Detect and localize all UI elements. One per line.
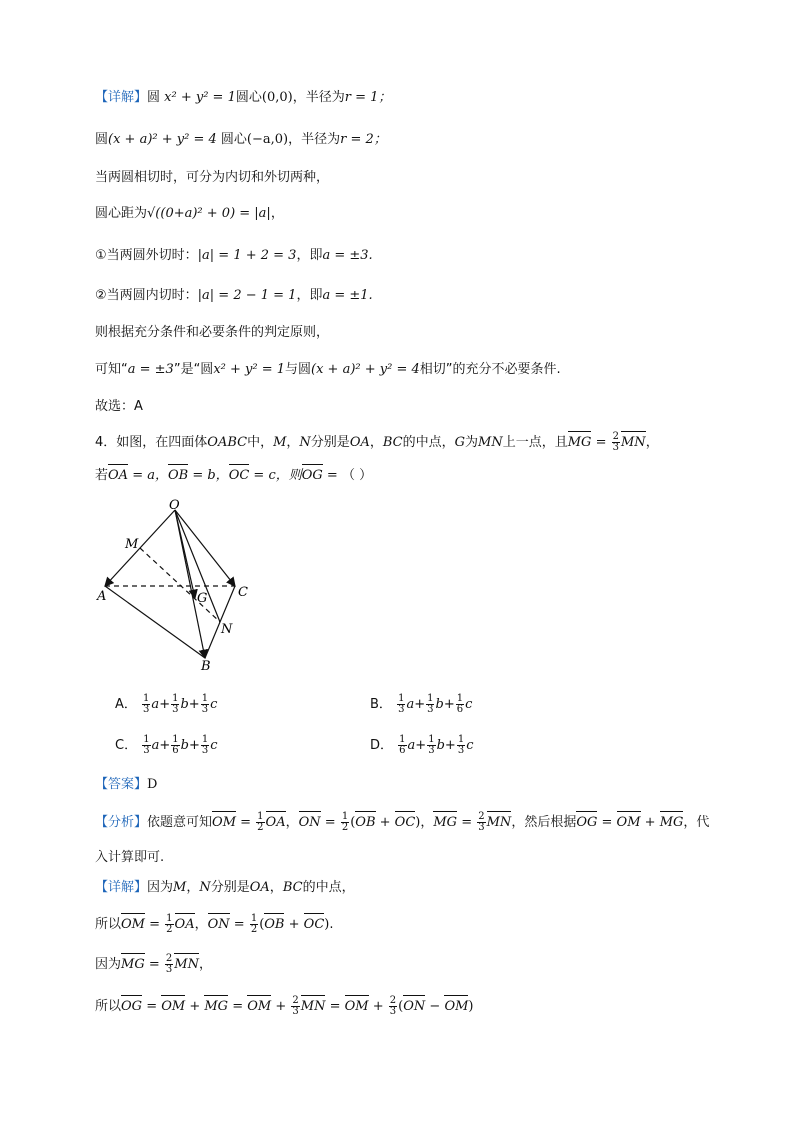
text: 分别是	[310, 435, 350, 450]
math: +	[640, 815, 660, 830]
math: +	[368, 999, 388, 1014]
vector: OM	[247, 997, 271, 1017]
denominator: 3	[143, 745, 150, 756]
text: 圆	[95, 132, 109, 147]
vector: OG	[576, 813, 597, 833]
text: 与圆	[285, 362, 312, 377]
option-c[interactable]	[115, 735, 218, 756]
edge-AB	[105, 586, 208, 658]
text: 的中点，	[302, 880, 355, 895]
plus: +	[159, 738, 171, 753]
numerator: 2	[389, 995, 397, 1006]
plus: +	[159, 697, 171, 712]
vector: OA	[175, 915, 195, 935]
denominator: 3	[612, 442, 619, 453]
numerator: 1	[166, 913, 173, 924]
denominator: 6	[399, 745, 406, 756]
vector-b: b	[436, 738, 445, 753]
text: 所以	[95, 999, 122, 1014]
equation: x² + y² = 1	[213, 362, 285, 377]
denominator: 3	[457, 745, 465, 756]
text: 若	[95, 468, 109, 483]
text: ，半径为	[288, 132, 341, 147]
vector: MG	[121, 955, 145, 975]
fraction	[426, 694, 434, 715]
equation: a = ±3	[127, 362, 174, 377]
denominator: 2	[257, 822, 264, 833]
denominator: 6	[456, 704, 464, 715]
analysis-tag: 【分析】	[95, 815, 148, 830]
numerator: 1	[143, 693, 150, 704]
text: 依题意可知	[147, 815, 213, 830]
fraction	[389, 996, 397, 1017]
math: −	[425, 999, 445, 1014]
question-number: 4．如图，在四面体	[95, 435, 208, 450]
fraction	[142, 694, 150, 715]
denominator: 3	[292, 1006, 299, 1017]
text: ，	[269, 880, 283, 895]
numerator: 1	[341, 811, 349, 822]
text: 因为	[95, 957, 122, 972]
denominator: 3	[428, 745, 435, 756]
text: ，代	[683, 815, 710, 830]
math: OA	[249, 880, 270, 895]
plus: +	[444, 738, 456, 753]
text: 圆心距为	[95, 206, 148, 221]
text: ，	[194, 917, 208, 932]
math: = （ ）	[322, 468, 373, 483]
math: =	[597, 815, 617, 830]
equation: a = ±1.	[322, 288, 373, 303]
detail2-line-1	[95, 878, 355, 898]
math: =	[325, 999, 345, 1014]
vector-b: b	[180, 738, 189, 753]
vector-a: a	[151, 697, 160, 712]
detail-line-5	[95, 246, 373, 266]
fraction	[477, 812, 485, 833]
equation: r = 1；	[344, 90, 392, 105]
math: M	[173, 880, 187, 895]
equation: r = 2；	[340, 132, 387, 147]
denominator: 6	[172, 745, 179, 756]
denominator: 3	[201, 704, 209, 715]
option-label: D．	[370, 738, 394, 753]
math: OABC	[207, 435, 248, 450]
fraction	[171, 735, 179, 756]
option-label: C．	[115, 738, 138, 753]
text: 圆心	[220, 132, 247, 147]
analysis-line-2: 入计算即可.	[95, 850, 165, 865]
fraction	[456, 694, 464, 715]
vector: OC	[395, 813, 416, 833]
fraction	[427, 735, 435, 756]
math: =	[591, 435, 611, 450]
fraction	[612, 432, 620, 453]
equation: √((0+a)² + 0) = |a|	[147, 206, 271, 221]
math: N	[299, 435, 311, 450]
plus: +	[188, 697, 200, 712]
fraction	[397, 694, 405, 715]
detail-line-7: 则根据充分条件和必要条件的判定原则，	[95, 325, 330, 340]
numerator: 1	[398, 693, 405, 704]
question-line-1	[95, 432, 659, 453]
label-G: G	[197, 591, 208, 606]
vector-c: c	[210, 697, 218, 712]
detail-line-9: 故选：A	[95, 399, 143, 414]
vector: ON	[299, 813, 321, 833]
vector: OM	[161, 997, 185, 1017]
vector-c: c	[210, 738, 218, 753]
detail-tag: 【详解】	[95, 90, 148, 105]
text: ，	[186, 880, 200, 895]
option-a[interactable]	[115, 694, 217, 715]
option-b[interactable]	[370, 694, 472, 715]
vector: MN	[621, 433, 646, 453]
vector: ON	[208, 915, 230, 935]
vector: MG	[568, 433, 592, 453]
math: N	[199, 880, 211, 895]
fraction	[171, 694, 179, 715]
equation: |a| = 1 + 2 = 3	[197, 248, 297, 263]
detail-line-3: 当两圆相切时，可分为内切和外切两种，	[95, 170, 330, 185]
math: +	[271, 999, 291, 1014]
math: (	[350, 815, 356, 830]
vector: MG	[660, 813, 684, 833]
math: =	[142, 999, 162, 1014]
numerator: 1	[456, 693, 464, 704]
text: ，即	[296, 288, 323, 303]
equation: x² + y² = 1	[164, 90, 236, 105]
vector: ON	[403, 997, 425, 1017]
numerator: 1	[457, 734, 465, 745]
text: 圆心	[235, 90, 262, 105]
numerator: 2	[612, 431, 619, 442]
label-B: B	[201, 659, 211, 674]
label-M: M	[125, 537, 139, 552]
label-O: O	[169, 498, 180, 513]
math: = c，则	[249, 468, 302, 483]
text: 圆	[147, 90, 161, 105]
fraction	[341, 812, 349, 833]
equation: a = ±3.	[322, 248, 373, 263]
equation: (0,0)	[261, 90, 293, 105]
numerator: 2	[165, 953, 173, 964]
vector: MG	[204, 997, 228, 1017]
numerator: 1	[201, 734, 209, 745]
analysis-line-1	[95, 812, 709, 833]
fraction	[457, 735, 465, 756]
plus: +	[414, 697, 426, 712]
question-line-2	[95, 466, 372, 486]
detail-line-2	[95, 130, 387, 150]
equation: (−a,0)	[246, 132, 289, 147]
vector: OM	[617, 813, 641, 833]
denominator: 2	[341, 822, 349, 833]
text: 上一点，且	[502, 435, 568, 450]
detail-line-4	[95, 204, 284, 224]
text: ①当两圆外切时：	[95, 248, 198, 263]
math: MN	[478, 435, 503, 450]
fraction	[256, 812, 264, 833]
math: =	[457, 815, 477, 830]
math: G	[454, 435, 466, 450]
plus: +	[415, 738, 427, 753]
denominator: 3	[165, 964, 173, 975]
vector: OC	[229, 466, 250, 486]
vector: OM	[345, 997, 369, 1017]
numerator: 1	[172, 734, 179, 745]
fraction	[250, 914, 258, 935]
math: = b，	[188, 468, 229, 483]
text: 为	[465, 435, 479, 450]
vector: OB	[264, 915, 284, 935]
vector: OB	[355, 813, 375, 833]
text: 因为	[147, 880, 174, 895]
vector: OG	[302, 466, 323, 486]
denominator: 3	[172, 704, 179, 715]
math: +	[375, 815, 395, 830]
denominator: 2	[166, 924, 173, 935]
text: 的中点，	[402, 435, 455, 450]
detail2-line-4	[95, 996, 473, 1017]
math: BC	[282, 880, 303, 895]
plus: +	[188, 738, 200, 753]
detail-line-8	[95, 360, 561, 380]
vector: MG	[433, 813, 457, 833]
option-d[interactable]	[370, 735, 473, 756]
numerator: 1	[201, 693, 209, 704]
vector: MN	[174, 955, 199, 975]
numerator: 1	[428, 734, 435, 745]
vector: MN	[487, 813, 512, 833]
equation: (x + a)² + y² = 4	[311, 362, 420, 377]
detail-line-6	[95, 286, 373, 306]
detail-line-1	[95, 88, 391, 108]
math: =	[236, 815, 256, 830]
math: BC	[382, 435, 403, 450]
option-label: A．	[115, 697, 137, 712]
numerator: 1	[427, 693, 434, 704]
vector: OG	[121, 997, 142, 1017]
denominator: 3	[389, 1006, 397, 1017]
text: 可知“	[95, 362, 128, 377]
text: .	[329, 917, 334, 932]
math: =	[229, 917, 249, 932]
math: )	[415, 815, 421, 830]
text: ”是“圆	[173, 362, 214, 377]
denominator: 3	[398, 704, 405, 715]
fraction	[398, 735, 406, 756]
numerator: 1	[172, 693, 179, 704]
vector: OA	[108, 466, 128, 486]
numerator: 2	[292, 995, 299, 1006]
math: =	[320, 815, 340, 830]
numerator: 1	[399, 734, 406, 745]
text: ，	[645, 435, 659, 450]
math: (	[398, 999, 404, 1014]
answer-tag: 【答案】	[95, 777, 148, 792]
numerator: 1	[250, 913, 258, 924]
text: 所以	[95, 917, 122, 932]
math: = a，	[128, 468, 168, 483]
vector-b: b	[435, 697, 444, 712]
plus: +	[443, 697, 455, 712]
text: 分别是	[210, 880, 250, 895]
vector: OA	[266, 813, 286, 833]
fraction	[201, 735, 209, 756]
label-C: C	[238, 585, 248, 600]
math: M	[273, 435, 287, 450]
vector-a: a	[406, 697, 415, 712]
tetrahedron-figure	[95, 498, 265, 674]
vector: OC	[304, 915, 325, 935]
vector: MN	[301, 997, 326, 1017]
math: =	[144, 957, 164, 972]
detail2-line-2	[95, 914, 333, 935]
numerator: 1	[257, 811, 264, 822]
denominator: 3	[427, 704, 434, 715]
text: ，	[420, 815, 434, 830]
math: =	[144, 917, 165, 932]
label-N: N	[221, 622, 233, 637]
text: ，	[270, 206, 284, 221]
math: )	[468, 999, 474, 1014]
numerator: 1	[143, 734, 150, 745]
text: ，半径为	[292, 90, 345, 105]
fraction	[142, 735, 150, 756]
text: ，	[285, 815, 299, 830]
text: ，然后根据	[511, 815, 577, 830]
numerator: 2	[478, 811, 485, 822]
vector-c: c	[465, 697, 473, 712]
vector: OM	[444, 997, 468, 1017]
vector-b: b	[180, 697, 189, 712]
answer-value: D	[147, 777, 158, 792]
vector-c: c	[466, 738, 474, 753]
vector: OM	[212, 813, 236, 833]
math: =	[228, 999, 248, 1014]
fraction	[291, 996, 299, 1017]
text: 中，	[247, 435, 274, 450]
detail2-line-3	[95, 954, 212, 975]
vector-a: a	[151, 738, 160, 753]
equation: |a| = 2 − 1 = 1	[197, 288, 297, 303]
text: ②当两圆内切时：	[95, 288, 198, 303]
answer-line	[95, 775, 157, 795]
text: ，	[369, 435, 383, 450]
text: ，	[286, 435, 300, 450]
math: OA	[349, 435, 370, 450]
denominator: 2	[250, 924, 258, 935]
math: )	[324, 917, 330, 932]
equation: (x + a)² + y² = 4	[108, 132, 217, 147]
fraction	[165, 954, 173, 975]
segment-MN	[140, 548, 220, 622]
math: +	[284, 917, 304, 932]
fraction	[201, 694, 209, 715]
denominator: 3	[201, 745, 209, 756]
math: +	[185, 999, 205, 1014]
vector-a: a	[407, 738, 416, 753]
text: ，即	[296, 248, 323, 263]
fraction	[165, 914, 173, 935]
vector: OM	[121, 915, 145, 935]
text: ，	[198, 957, 212, 972]
option-label: B．	[370, 697, 392, 712]
text: 相切”的充分不必要条件.	[419, 362, 561, 377]
math: (	[259, 917, 265, 932]
denominator: 3	[478, 822, 485, 833]
detail-tag: 【详解】	[95, 880, 148, 895]
denominator: 3	[143, 704, 150, 715]
label-A: A	[97, 589, 107, 604]
vector: OB	[168, 466, 188, 486]
